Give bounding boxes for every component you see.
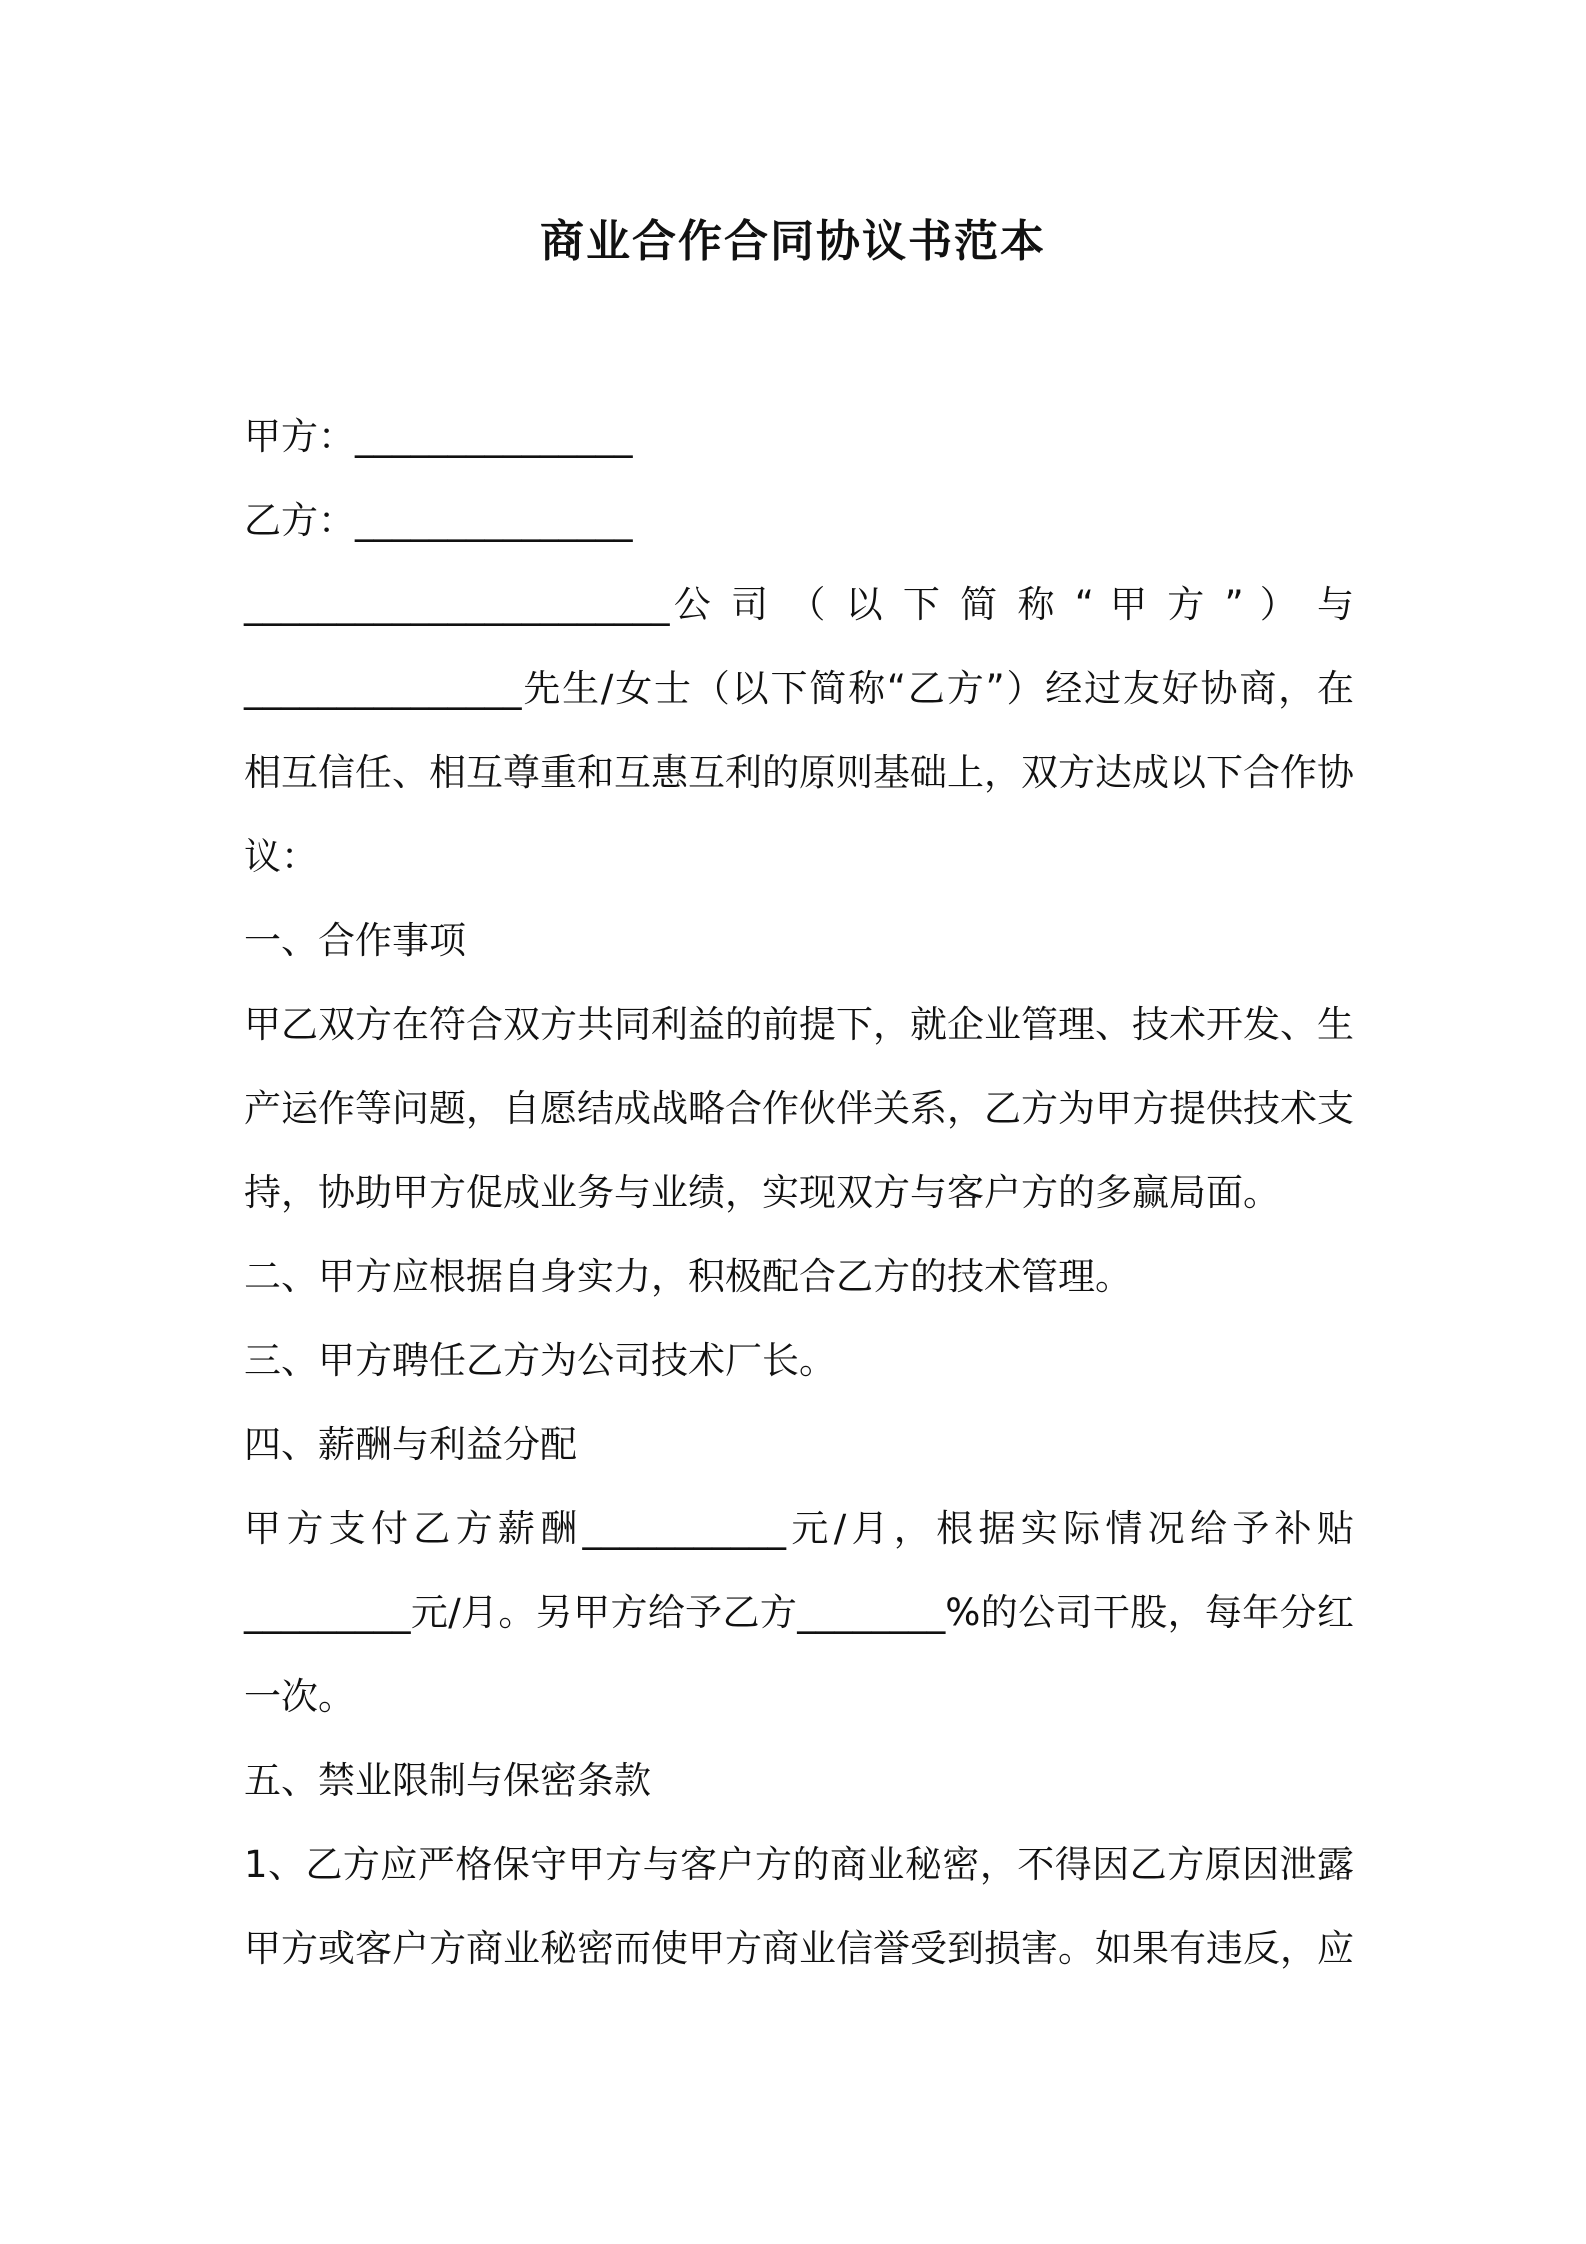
party-a-line: 甲方：_______________ bbox=[244, 415, 633, 458]
section-1-line-2: 产运作等问题，自愿结成战略合作伙伴关系，乙方为甲方提供技术支 bbox=[244, 1087, 1354, 1130]
intro-line-2: _______________先生/女士（以下简称“乙方”）经过友好协商，在 bbox=[244, 667, 1354, 710]
section-4-line-2: _________元/月。另甲方给予乙方________%的公司干股，每年分红 bbox=[244, 1591, 1354, 1634]
section-1-line-3: 持，协助甲方促成业务与业绩，实现双方与客户方的多赢局面。 bbox=[244, 1171, 1280, 1214]
intro-line-1: _______________________公 司 （ 以 下 简 称 “ 甲 方 ” ） 与 bbox=[244, 583, 1354, 626]
intro-line-4: 议： bbox=[244, 835, 318, 878]
party-b-line: 乙方：_______________ bbox=[244, 499, 633, 542]
section-3-line: 三、甲方聘任乙方为公司技术厂长。 bbox=[244, 1339, 836, 1382]
section-5-line-2: 甲方或客户方商业秘密而使甲方商业信誉受到损害。如果有违反，应 bbox=[244, 1927, 1354, 1970]
intro-line-3: 相互信任、相互尊重和互惠互利的原则基础上，双方达成以下合作协 bbox=[244, 751, 1354, 794]
section-heading-5: 五、禁业限制与保密条款 bbox=[244, 1759, 651, 1802]
section-1-line-1: 甲乙双方在符合双方共同利益的前提下，就企业管理、技术开发、生 bbox=[244, 1003, 1354, 1046]
section-2-line: 二、甲方应根据自身实力，积极配合乙方的技术管理。 bbox=[244, 1255, 1132, 1298]
section-heading-4: 四、薪酬与利益分配 bbox=[244, 1423, 577, 1466]
section-heading-1: 一、合作事项 bbox=[244, 919, 466, 962]
section-5-line-1: 1、乙方应严格保守甲方与客户方的商业秘密，不得因乙方原因泄露 bbox=[244, 1843, 1354, 1886]
section-4-line-3: 一次。 bbox=[244, 1675, 355, 1718]
document-title: 商业合作合同协议书范本 bbox=[540, 216, 1046, 267]
section-4-line-1: 甲方支付乙方薪酬___________元/月，根据实际情况给予补贴 bbox=[244, 1507, 1354, 1550]
